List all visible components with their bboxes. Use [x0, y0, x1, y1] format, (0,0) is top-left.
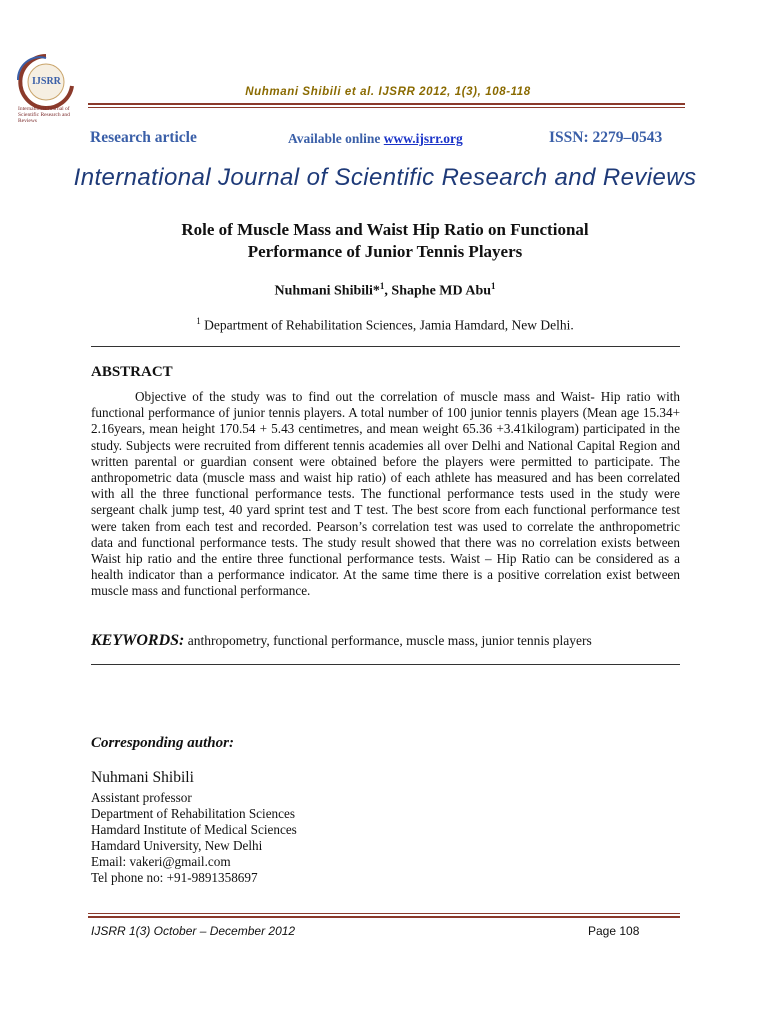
paper-title-line-1: Role of Muscle Mass and Waist Hip Ratio on Functional: [181, 220, 589, 239]
corresponding-position: Assistant professor: [91, 790, 192, 805]
journal-title: International Journal of Scientific Research and Reviews: [73, 164, 697, 191]
issn: ISSN: 2279–0543: [549, 129, 663, 146]
author-2: Shaphe MD Abu: [391, 283, 492, 299]
header-rule: [88, 103, 685, 105]
journal-logo: [6, 50, 88, 130]
abstract-heading: ABSTRACT: [91, 364, 173, 380]
footer-rule: [88, 916, 680, 918]
footer-rule-thin: [88, 913, 680, 914]
corresponding-phone: Tel phone no: +91-9891358697: [91, 870, 258, 885]
corresponding-author-heading: Corresponding author:: [91, 735, 234, 751]
article-type: Research article: [90, 129, 197, 146]
keywords-text: anthropometry, functional performance, muscle mass, junior tennis players: [184, 633, 592, 648]
running-header-citation: Nuhmani Shibili et al. IJSRR 2012, 1(3), 108-118: [245, 86, 531, 98]
corresponding-email: Email: vakeri@gmail.com: [91, 854, 231, 869]
section-divider: [91, 664, 680, 665]
footer-page-number: Page 108: [588, 924, 640, 938]
author-separator: ,: [384, 283, 392, 299]
corresponding-institute: Hamdard Institute of Medical Sciences: [91, 822, 297, 837]
author-1-affil: 1: [379, 281, 385, 291]
logo-abbr: IJSRR: [32, 76, 61, 87]
corresponding-department: Department of Rehabilitation Sciences: [91, 806, 295, 821]
author-1: Nuhmani Shibili*: [274, 283, 380, 299]
logo-text: International Journal of Scientific Research and Reviews: [18, 106, 70, 124]
abstract-text: Objective of the study was to find out the correlation of muscle mass and Waist- Hip ratio with functional performance of junior tennis players. A total number of 100 junior tennis players (Mean age 15.34+ 2.16years, mean height 170.54 + 5.43 centimetres, and mean weight 65.36 +3.41kilogram) participated in the study. Subjects were recruited from different tennis academies all over Delhi and National Capital Region and written parental or guardian consent were obtained before the players were permitted to participate. The anthropometric data (muscle mass and waist hip ratio) of each athlete has measured and has been correlated with all the three functional performance tests. The functional performance tests used in the study were sergeant chalk jump test, 40 yard sprint test and T test. The best score from each functional performance test were taken from each test and recorded. Pearson’s correlation test was used to correlate the anthropometric data and functional performance tests. The study result showed that there was no correlation exists between Waist hip ratio and the entire three functional performance tests. Waist – Hip Ratio can be considered as a health indicator than a performance indicator. At the same time there is a positive correlation exist between muscle mass and functional performance.: [91, 389, 680, 599]
affiliation-marker: 1: [196, 316, 201, 326]
affiliation: [90, 316, 680, 334]
section-divider: [91, 346, 680, 347]
keywords-label: KEYWORDS:: [91, 632, 185, 649]
corresponding-author-name: Nuhmani Shibili: [91, 769, 194, 786]
paper-title: [90, 219, 680, 263]
authors: [90, 281, 680, 300]
availability: [288, 131, 463, 147]
corresponding-author-details: [91, 790, 297, 886]
author-2-affil: 1: [491, 281, 496, 291]
affiliation-text: Department of Rehabilitation Sciences, Jamia Hamdard, New Delhi.: [200, 317, 574, 333]
keywords: [91, 632, 680, 650]
available-online-label: Available online: [288, 131, 384, 146]
footer-issue: IJSRR 1(3) October – December 2012: [91, 924, 296, 938]
header-rule-thin: [88, 107, 685, 108]
paper-title-line-2: Performance of Junior Tennis Players: [247, 242, 523, 261]
journal-website-link[interactable]: www.ijsrr.org: [383, 131, 463, 146]
corresponding-university: Hamdard University, New Delhi: [91, 838, 263, 853]
